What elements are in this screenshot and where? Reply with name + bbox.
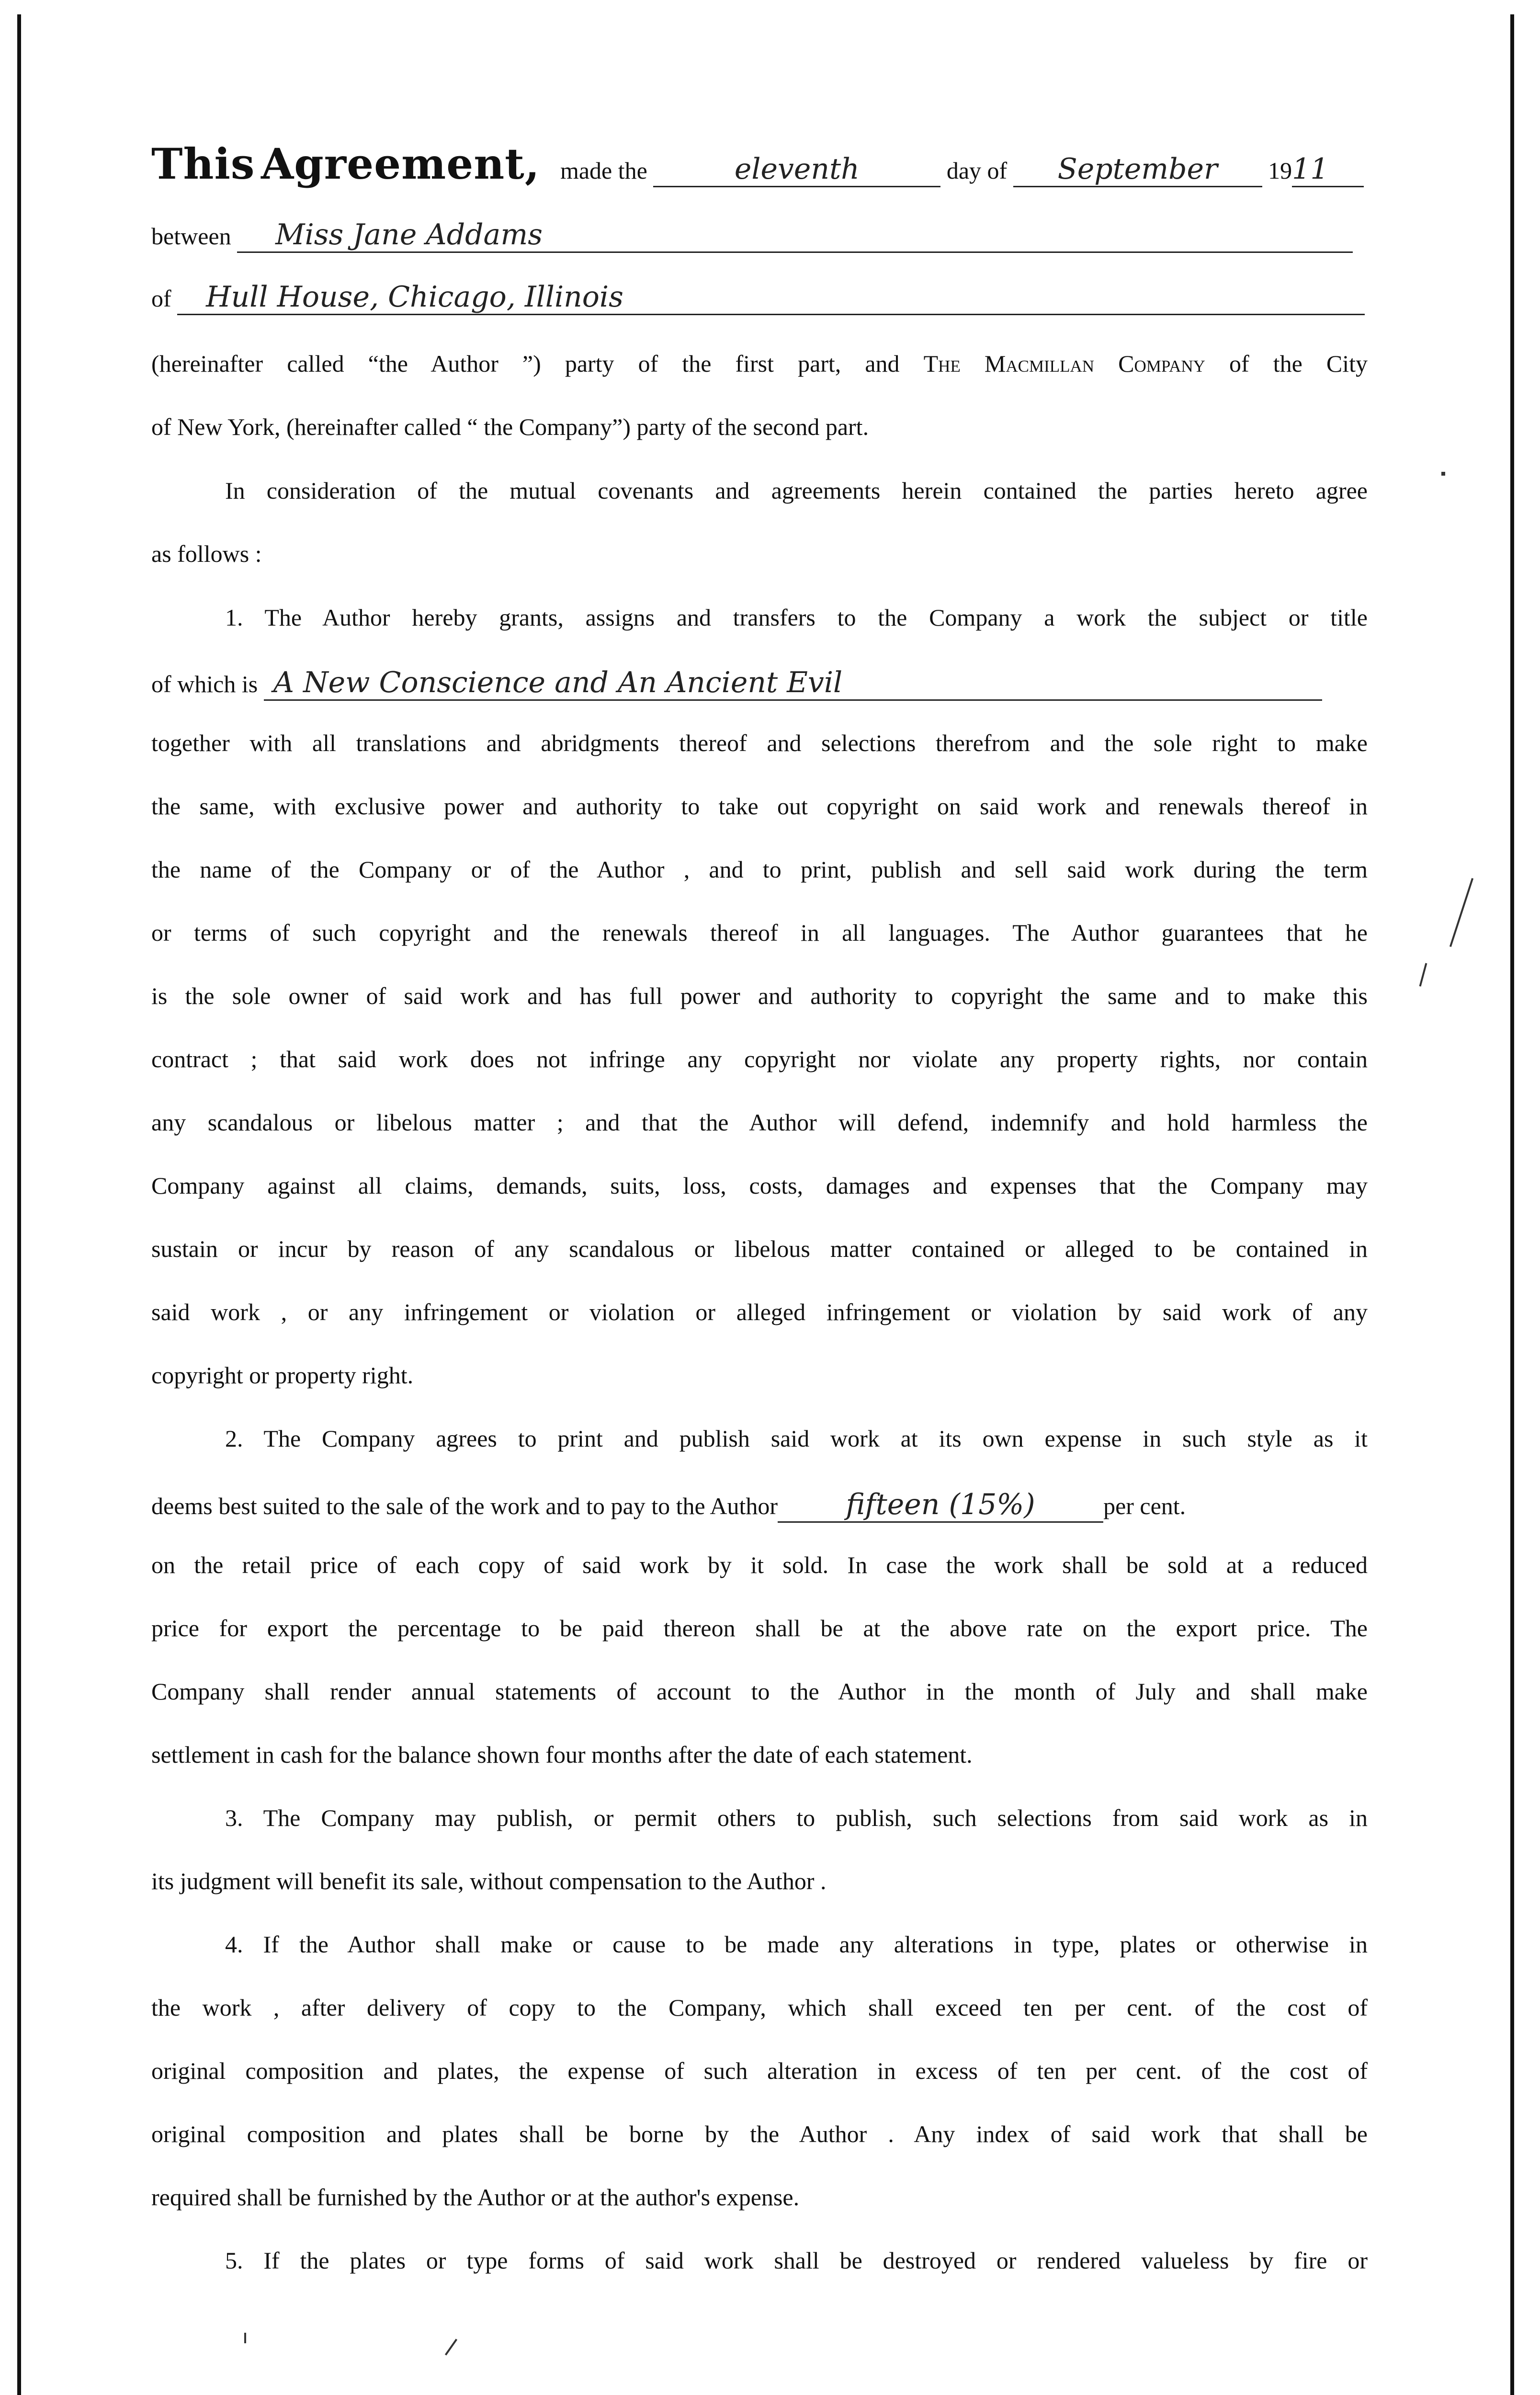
author-name-value: Miss Jane Addams: [275, 218, 543, 251]
clause-1-body-line: together with all translations and abridgments thereof and selections therefrom and the sole right to make: [151, 730, 1368, 756]
clause-1-body-line: copyright or property right.: [151, 1362, 414, 1389]
consideration-line-1: In consideration of the mutual covenants and agreements herein contained the parties hereto agree: [225, 477, 1368, 504]
address-line: [151, 280, 1365, 315]
clause-1-body-line: the same, with exclusive power and authority to take out copyright on said work and renewals thereof in: [151, 793, 1368, 820]
year-value: 11: [1292, 152, 1329, 186]
clause-4-line: 4. If the Author shall make or cause to be made any alterations in type, plates or otherwise in: [225, 1931, 1368, 1958]
day-of-label: day of: [946, 157, 1008, 184]
of-which-is-label: of which is: [151, 671, 258, 697]
title-agreement: Agreement,: [260, 139, 540, 189]
clause-2-body-line: settlement in cash for the balance shown four months after the date of each statement.: [151, 1741, 973, 1768]
day-value: eleventh: [734, 152, 860, 186]
clause-2-royalty-line: deems best suited to the sale of the work and to pay to the Author fifteen (15%) per cent.: [151, 1488, 1368, 1523]
clause-5-line-1: 5. If the plates or type forms of said work shall be destroyed or rendered valueless by fire or: [225, 2247, 1368, 2274]
clause-1-body-line: the name of the Company or of the Author , and to print, publish and sell said work during the term: [151, 856, 1368, 883]
agreement-title-line: [151, 139, 1368, 189]
between-line: [151, 218, 1353, 253]
clause-1-body-line: or terms of such copyright and the renewals thereof in all languages. The Author guarantees that he: [151, 919, 1368, 946]
clause-1-body-line: Company against all claims, demands, suits, loss, costs, damages and expenses that the Company may: [151, 1172, 1368, 1199]
clause-1-body-line: is the sole owner of said work and has full power and authority to copyright the same and to make this: [151, 982, 1368, 1009]
clause-1-line-1: 1. The Author hereby grants, assigns and transfers to the Company a work the subject or title: [225, 604, 1368, 631]
clause-2-body-line: Company shall render annual statements of account to the Author in the month of July and shall make: [151, 1678, 1368, 1705]
scan-mark: [244, 2333, 246, 2343]
address-value: Hull House, Chicago, Illinois: [206, 280, 623, 314]
month-value: September: [1057, 152, 1218, 186]
clause-1-body-line: sustain or incur by reason of any scandalous or libelous matter contained or alleged to be contained in: [151, 1235, 1368, 1262]
made-the-label: made the: [560, 157, 647, 184]
clause-3-line-1: 3. The Company may publish, or permit others to publish, such selections from said work as in: [225, 1804, 1368, 1831]
clause-2-body-line: on the retail price of each copy of said work by it sold. In case the work shall be sold at a reduced: [151, 1551, 1368, 1578]
scan-mark: [1441, 472, 1445, 476]
clause-1-title-line: [151, 666, 1322, 701]
clause-2-line-1: 2. The Company agrees to print and publish said work at its own expense in such style as it: [225, 1425, 1368, 1452]
clause-1-body-line: said work , or any infringement or violation or alleged infringement or violation by said work of any: [151, 1299, 1368, 1325]
clause-4-line: the work , after delivery of copy to the Company, which shall exceed ten per cent. of the cost of: [151, 1994, 1368, 2021]
clause-4-line: original composition and plates, the expense of such alteration in excess of ten per cent. of the cost of: [151, 2057, 1368, 2084]
parties-line-2: of New York, (hereinafter called “ the Company”) party of the second part.: [151, 413, 869, 440]
title-this: This: [151, 139, 255, 189]
clause-1-body-line: any scandalous or libelous matter ; and that the Author will defend, indemnify and hold harmless the: [151, 1109, 1368, 1136]
year-prefix: 19: [1268, 157, 1292, 184]
clause-4-line: original composition and plates shall be borne by the Author . Any index of said work that shall be: [151, 2121, 1368, 2147]
royalty-value: fifteen (15%): [846, 1488, 1035, 1521]
clause-3-line-2: its judgment will benefit its sale, without compensation to the Author .: [151, 1868, 827, 1894]
of-label: of: [151, 285, 171, 312]
between-label: between: [151, 223, 231, 250]
company-name: The Macmillan Company: [923, 350, 1205, 377]
clause-2-body-line: price for export the percentage to be paid thereon shall be at the above rate on the export price. The: [151, 1615, 1368, 1642]
clause-4-line: required shall be furnished by the Author or at the author's expense.: [151, 2184, 800, 2211]
work-title-value: A New Conscience and An Ancient Evil: [273, 666, 843, 699]
parties-line-1: (hereinafter called “the Author ”) party of the first part, and The Macmillan Company of the City: [151, 350, 1368, 377]
clause-1-body-line: contract ; that said work does not infringe any copyright nor violate any property rights, nor contain: [151, 1046, 1368, 1072]
consideration-line-2: as follows :: [151, 540, 262, 567]
